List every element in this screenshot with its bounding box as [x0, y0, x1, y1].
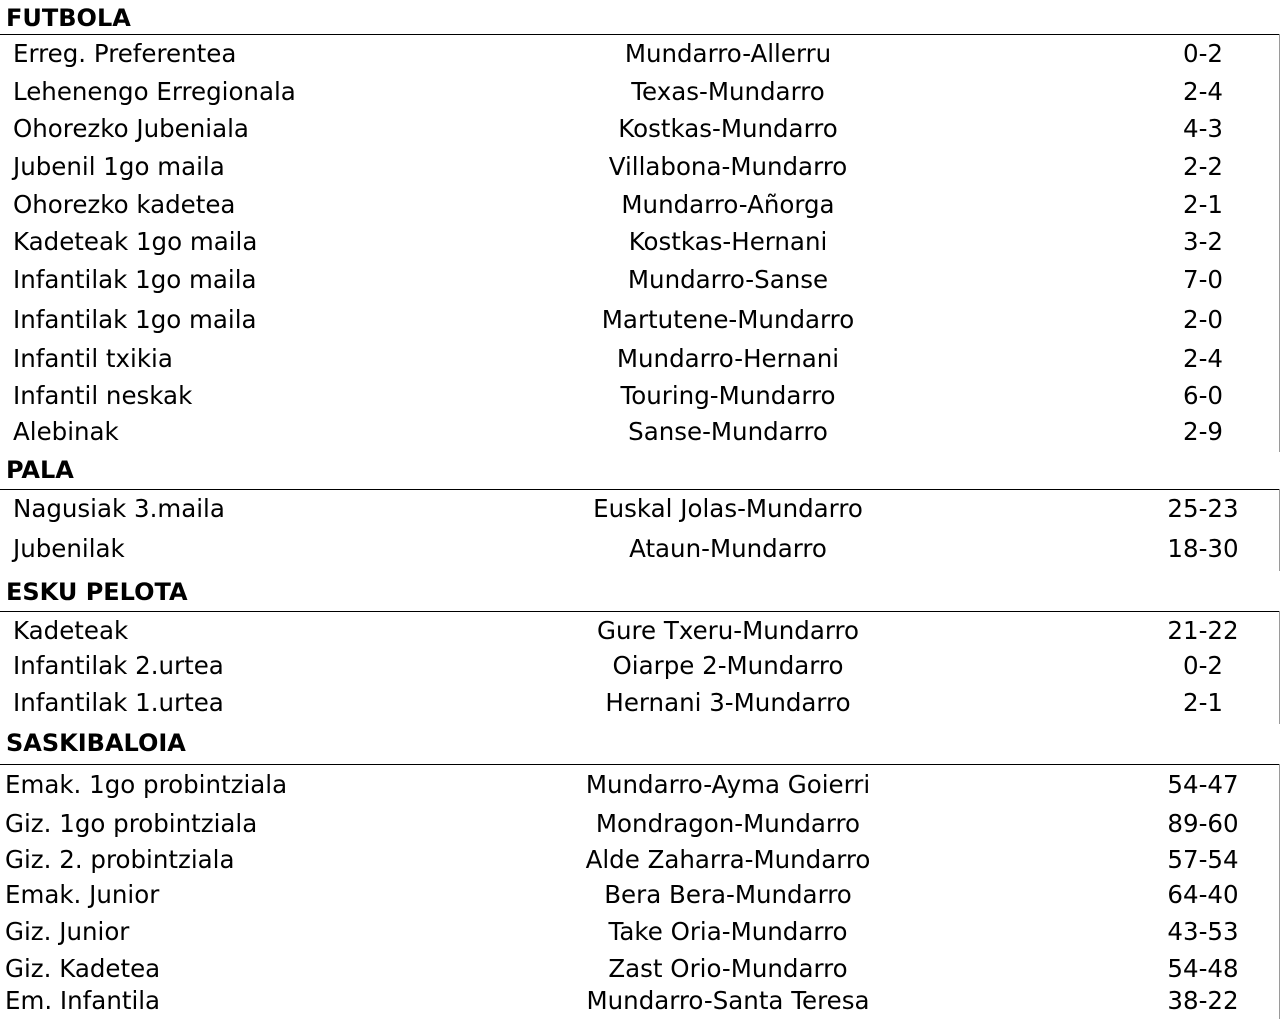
- category-label: Jubenilak: [13, 534, 125, 563]
- match-score: 25-23: [1167, 494, 1239, 523]
- result-row: [0, 187, 1280, 223]
- match-teams: Mundarro-Sanse: [627, 265, 829, 294]
- match-teams: Touring-Mundarro: [620, 381, 836, 410]
- match-teams: Villabona-Mundarro: [608, 152, 848, 181]
- category-label: Em. Infantila: [5, 986, 161, 1015]
- result-row: [0, 414, 1280, 450]
- category-label: Infantilak 1go maila: [13, 305, 257, 334]
- result-row: [0, 685, 1280, 721]
- category-label: Giz. Kadetea: [5, 954, 161, 983]
- result-row: [0, 74, 1280, 110]
- category-label: Emak. Junior: [5, 880, 160, 909]
- match-teams: Kostkas-Mundarro: [618, 114, 838, 143]
- category-label: Alebinak: [13, 417, 119, 446]
- match-teams: Sanse-Mundarro: [628, 417, 828, 446]
- result-row: [0, 806, 1280, 842]
- match-score: 2-1: [1182, 688, 1224, 717]
- match-score: 43-53: [1167, 917, 1239, 946]
- match-teams: Martutene-Mundarro: [601, 305, 855, 334]
- section-divider: [0, 611, 1280, 612]
- match-score: 2-9: [1182, 417, 1224, 446]
- result-row: [0, 149, 1280, 185]
- match-score: 64-40: [1167, 880, 1239, 909]
- match-score: 54-48: [1167, 954, 1239, 983]
- match-teams: Mundarro-Ayma Goierri: [585, 770, 871, 799]
- category-label: Ohorezko kadetea: [13, 190, 236, 219]
- match-score: 2-2: [1182, 152, 1224, 181]
- section-title-futbola: FUTBOLA: [6, 4, 131, 32]
- result-row: [0, 36, 1280, 72]
- match-teams: Kostkas-Hernani: [628, 227, 828, 256]
- match-score: 3-2: [1182, 227, 1224, 256]
- match-score: 57-54: [1167, 845, 1239, 874]
- category-label: Infantilak 1.urtea: [13, 688, 224, 717]
- category-label: Infantil neskak: [13, 381, 193, 410]
- result-row: [0, 224, 1280, 260]
- section-title-saskibaloia: SASKIBALOIA: [6, 729, 186, 757]
- result-row: [0, 767, 1280, 803]
- result-row: [0, 877, 1280, 913]
- match-teams: Alde Zaharra-Mundarro: [585, 845, 871, 874]
- result-row: [0, 983, 1280, 1019]
- match-teams: Ataun-Mundarro: [629, 534, 827, 563]
- result-row: [0, 531, 1280, 567]
- match-score: 7-0: [1182, 265, 1224, 294]
- match-teams: Gure Txeru-Mundarro: [596, 616, 860, 645]
- result-row: [0, 613, 1280, 649]
- match-teams: Mundarro-Allerru: [624, 39, 832, 68]
- match-score: 54-47: [1167, 770, 1239, 799]
- match-teams: Mondragon-Mundarro: [595, 809, 861, 838]
- category-label: Ohorezko Jubeniala: [13, 114, 249, 143]
- match-score: 2-4: [1182, 344, 1224, 373]
- category-label: Infantil txikia: [13, 344, 173, 373]
- match-score: 0-2: [1182, 39, 1224, 68]
- category-label: Kadeteak 1go maila: [13, 227, 258, 256]
- match-score: 2-0: [1182, 305, 1224, 334]
- category-label: Kadeteak: [13, 616, 129, 645]
- result-row: [0, 914, 1280, 950]
- match-teams: Hernani 3-Mundarro: [605, 688, 851, 717]
- match-score: 2-4: [1182, 77, 1224, 106]
- result-row: [0, 842, 1280, 878]
- section-divider: [0, 764, 1280, 765]
- category-label: Giz. Junior: [5, 917, 130, 946]
- match-score: 18-30: [1167, 534, 1239, 563]
- result-row: [0, 111, 1280, 147]
- match-teams: Mundarro-Hernani: [616, 344, 840, 373]
- category-label: Lehenengo Erregionala: [13, 77, 296, 106]
- match-score: 4-3: [1182, 114, 1224, 143]
- match-score: 89-60: [1167, 809, 1239, 838]
- category-label: Erreg. Preferentea: [13, 39, 237, 68]
- match-teams: Mundarro-Añorga: [621, 190, 835, 219]
- section-title-esku-pelota: ESKU PELOTA: [6, 578, 188, 606]
- match-teams: Take Oria-Mundarro: [608, 917, 848, 946]
- category-label: Emak. 1go probintziala: [5, 770, 288, 799]
- section-divider: [0, 34, 1280, 35]
- result-row: [0, 951, 1280, 987]
- match-score: 38-22: [1167, 986, 1239, 1015]
- match-teams: Bera Bera-Mundarro: [604, 880, 852, 909]
- result-row: [0, 341, 1280, 377]
- category-label: Giz. 2. probintziala: [5, 845, 235, 874]
- match-teams: Mundarro-Santa Teresa: [586, 986, 870, 1015]
- category-label: Infantilak 2.urtea: [13, 651, 224, 680]
- result-row: [0, 491, 1280, 527]
- match-teams: Oiarpe 2-Mundarro: [612, 651, 844, 680]
- match-score: 0-2: [1182, 651, 1224, 680]
- match-score: 21-22: [1167, 616, 1239, 645]
- result-row: [0, 262, 1280, 298]
- match-teams: Texas-Mundarro: [631, 77, 825, 106]
- category-label: Jubenil 1go maila: [13, 152, 225, 181]
- match-teams: Euskal Jolas-Mundarro: [593, 494, 863, 523]
- match-score: 6-0: [1182, 381, 1224, 410]
- category-label: Infantilak 1go maila: [13, 265, 257, 294]
- match-teams: Zast Orio-Mundarro: [608, 954, 848, 983]
- category-label: Giz. 1go probintziala: [5, 809, 258, 838]
- section-title-pala: PALA: [6, 456, 74, 484]
- category-label: Nagusiak 3.maila: [13, 494, 225, 523]
- section-divider: [0, 489, 1280, 490]
- result-row: [0, 648, 1280, 684]
- result-row: [0, 378, 1280, 414]
- result-row: [0, 302, 1280, 338]
- match-score: 2-1: [1182, 190, 1224, 219]
